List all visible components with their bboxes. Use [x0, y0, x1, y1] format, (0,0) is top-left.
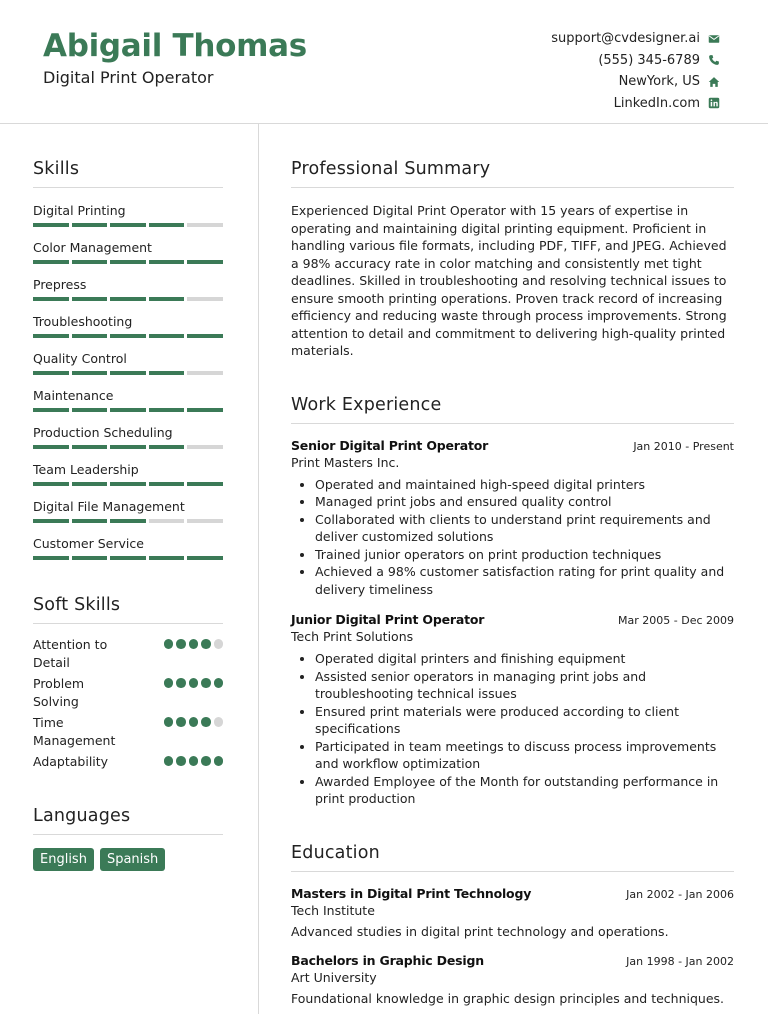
skill-level-segment	[72, 482, 108, 486]
soft-skills-list	[33, 636, 223, 771]
skill-item	[33, 500, 223, 523]
skill-level-segment	[33, 445, 69, 449]
skill-level-segment	[187, 408, 223, 412]
skill-level-segment	[110, 408, 146, 412]
job-dates: Jan 2010 - Present	[633, 439, 734, 453]
phone-icon	[707, 54, 720, 67]
skill-label: Digital Printing	[33, 203, 126, 218]
rating-dot	[201, 756, 211, 766]
skill-item	[33, 426, 223, 449]
skill-level-segment	[33, 223, 69, 227]
skill-level-segment	[149, 445, 185, 449]
education-dates: Jan 1998 - Jan 2002	[626, 954, 734, 968]
skill-item	[33, 389, 223, 412]
education-entry	[291, 953, 734, 1006]
skill-level-segment	[33, 297, 69, 301]
education-degree: Bachelors in Graphic Design	[291, 952, 484, 968]
job-bullet: • Operated and maintained high-speed digital printers	[315, 476, 734, 494]
skill-level-segment	[110, 334, 146, 338]
job-bullet: • Operated digital printers and finishing equipment	[315, 650, 734, 668]
skill-label: Prepress	[33, 277, 87, 292]
education-heading: Education	[291, 843, 734, 872]
rating-dot	[189, 678, 199, 688]
job-header	[291, 612, 734, 627]
education-list	[291, 886, 734, 1006]
education-description: Foundational knowledge in graphic design principles and techniques.	[291, 990, 725, 1006]
rating-dot	[176, 717, 186, 727]
experience-heading: Work Experience	[291, 395, 734, 424]
skill-item	[33, 463, 223, 486]
skill-level-segment	[187, 371, 223, 375]
rating-dot	[201, 678, 211, 688]
rating-dot	[176, 639, 186, 649]
job-title: Senior Digital Print Operator	[291, 437, 489, 453]
envelope-icon	[707, 32, 720, 45]
rating-dot	[189, 639, 199, 649]
skill-level-segment	[149, 260, 185, 264]
column-divider	[258, 124, 259, 1014]
skill-label: Quality Control	[33, 351, 127, 366]
candidate-title: Digital Print Operator	[43, 68, 214, 87]
education-dates: Jan 2002 - Jan 2006	[626, 887, 734, 901]
skill-label: Digital File Management	[33, 499, 185, 514]
education-school: Art University	[291, 969, 377, 985]
skill-level-segment	[72, 556, 108, 560]
soft-skill-label: Adaptability	[33, 754, 109, 769]
skill-item	[33, 537, 223, 560]
linkedin-icon	[707, 97, 720, 110]
rating-dot	[164, 678, 174, 688]
skill-level-segment	[187, 556, 223, 560]
soft-skill-label: Problem Solving	[33, 676, 85, 709]
skill-level-bar	[33, 519, 223, 523]
skill-level-segment	[187, 519, 223, 523]
soft-skill-item	[33, 714, 223, 749]
languages-list	[33, 848, 223, 871]
rating-dot	[164, 639, 174, 649]
skill-label: Team Leadership	[33, 462, 139, 477]
skill-level-bar	[33, 556, 223, 560]
rating-dot	[164, 756, 174, 766]
soft-skill-rating	[164, 675, 224, 688]
sidebar	[33, 124, 223, 871]
rating-dot	[214, 756, 224, 766]
soft-skill-item	[33, 753, 223, 771]
rating-dot	[214, 639, 224, 649]
skill-level-segment	[187, 482, 223, 486]
rating-dot	[189, 756, 199, 766]
skill-level-bar	[33, 371, 223, 375]
skill-level-segment	[149, 519, 185, 523]
skill-level-segment	[187, 260, 223, 264]
education-header	[291, 953, 734, 968]
skill-level-segment	[72, 260, 108, 264]
education-school: Tech Institute	[291, 902, 375, 918]
skill-level-bar	[33, 445, 223, 449]
job-bullet: • Managed print jobs and ensured quality control	[315, 493, 734, 511]
language-badge: English	[33, 848, 94, 871]
skill-item	[33, 278, 223, 301]
skill-label: Production Scheduling	[33, 425, 173, 440]
skill-level-segment	[149, 556, 185, 560]
job-bullets	[291, 650, 734, 808]
contact-email[interactable]	[551, 28, 720, 50]
soft-skill-item	[33, 636, 223, 671]
skill-level-bar	[33, 297, 223, 301]
skill-label: Troubleshooting	[33, 314, 133, 329]
soft-skill-label: Attention to Detail	[33, 637, 108, 670]
job-bullet: • Participated in team meetings to discuss process improvements and workflow optimization	[315, 738, 734, 773]
skill-level-segment	[149, 223, 185, 227]
contact-phone-text: (555) 345-6789	[598, 52, 700, 68]
skill-level-segment	[110, 297, 146, 301]
skill-label: Color Management	[33, 240, 152, 255]
job-title: Junior Digital Print Operator	[291, 612, 485, 627]
rating-dot	[201, 639, 211, 649]
skill-item	[33, 352, 223, 375]
home-icon	[707, 75, 720, 88]
education-description: Advanced studies in digital print technology and operations.	[291, 923, 669, 939]
summary-heading: Professional Summary	[291, 159, 734, 188]
rating-dot	[214, 717, 224, 727]
job-entry	[291, 612, 734, 808]
job-dates: Mar 2005 - Dec 2009	[618, 614, 734, 627]
job-bullet: • Ensured print materials were produced according to client specifications	[315, 703, 734, 738]
skill-level-segment	[72, 334, 108, 338]
skill-level-segment	[72, 371, 108, 375]
skill-level-segment	[149, 482, 185, 486]
rating-dot	[176, 756, 186, 766]
skills-heading: Skills	[33, 159, 223, 188]
skill-level-segment	[72, 223, 108, 227]
skill-level-segment	[33, 519, 69, 523]
rating-dot	[214, 678, 224, 688]
skill-level-segment	[110, 445, 146, 449]
skill-level-segment	[33, 371, 69, 375]
skill-item	[33, 315, 223, 338]
skill-level-segment	[187, 445, 223, 449]
education-header	[291, 886, 734, 901]
job-bullet: • Awarded Employee of the Month for outstanding performance in print production	[315, 773, 734, 808]
job-company: Tech Print Solutions	[291, 629, 414, 644]
soft-skill-rating	[164, 714, 224, 727]
skill-level-segment	[110, 519, 146, 523]
skill-level-segment	[187, 223, 223, 227]
soft-skill-label: Time Management	[33, 715, 116, 748]
skill-level-segment	[149, 408, 185, 412]
skill-level-segment	[110, 260, 146, 264]
job-bullet: • Trained junior operators on print production techniques	[315, 546, 734, 564]
skill-level-segment	[149, 334, 185, 338]
skill-level-segment	[33, 334, 69, 338]
skill-level-segment	[110, 371, 146, 375]
language-badge: Spanish	[100, 848, 165, 871]
contact-linkedin[interactable]	[551, 93, 720, 115]
skill-level-segment	[110, 223, 146, 227]
job-entry	[291, 438, 734, 599]
rating-dot	[189, 717, 199, 727]
soft-skill-rating	[164, 753, 224, 766]
skill-level-segment	[149, 371, 185, 375]
jobs-list	[291, 438, 734, 808]
rating-dot	[164, 717, 174, 727]
skill-level-segment	[33, 482, 69, 486]
rating-dot	[201, 717, 211, 727]
contact-linkedin-text: LinkedIn.com	[613, 95, 700, 111]
job-header	[291, 438, 734, 453]
summary-text: Experienced Digital Print Operator with 15 years of expertise in operating and maintaining digital printing equipment. Proficient in handling various file formats, including PDF, TIFF, and JPEG. Achieved a 98% accuracy rate in color matching and consistently met tight deadlines. Skilled in troubleshooting and resolving technical issues to ensure smooth printing operations. Proven track record of increasing efficiency and reducing waste through process improvements. Strong attention to detail and commitment to delivering high-quality printed materials.	[291, 203, 727, 358]
skill-item	[33, 241, 223, 264]
skill-level-segment	[72, 297, 108, 301]
job-company: Print Masters Inc.	[291, 454, 400, 470]
skill-item	[33, 204, 223, 227]
job-bullet: • Assisted senior operators in managing print jobs and troubleshooting technical issues	[315, 668, 734, 703]
skill-label: Maintenance	[33, 388, 114, 403]
main-content	[291, 124, 734, 1006]
skill-level-segment	[33, 260, 69, 264]
contact-location	[551, 71, 720, 93]
skill-level-segment	[72, 519, 108, 523]
skill-level-segment	[187, 334, 223, 338]
skill-level-bar	[33, 334, 223, 338]
skill-level-segment	[187, 297, 223, 301]
education-entry	[291, 886, 734, 939]
skill-level-segment	[110, 482, 146, 486]
contact-location-text: NewYork, US	[618, 74, 700, 90]
skill-level-segment	[72, 445, 108, 449]
skill-level-segment	[33, 408, 69, 412]
skill-level-segment	[72, 408, 108, 412]
resume-header	[0, 0, 768, 124]
education-degree: Masters in Digital Print Technology	[291, 885, 532, 901]
skill-label: Customer Service	[33, 536, 144, 551]
soft-skill-item	[33, 675, 223, 710]
skill-level-segment	[33, 556, 69, 560]
skill-level-bar	[33, 223, 223, 227]
job-bullet: • Achieved a 98% customer satisfaction rating for print quality and delivery timeliness	[315, 563, 734, 598]
job-bullets	[291, 476, 734, 599]
soft-skill-rating	[164, 636, 224, 649]
skill-level-bar	[33, 260, 223, 264]
skill-level-segment	[110, 556, 146, 560]
skill-level-bar	[33, 408, 223, 412]
skills-list	[33, 204, 223, 560]
contact-list	[551, 28, 720, 114]
skill-level-bar	[33, 482, 223, 486]
soft-skills-heading: Soft Skills	[33, 595, 223, 624]
job-bullet: • Collaborated with clients to understand print requirements and deliver customized solutions	[315, 511, 734, 546]
contact-email-text: support@cvdesigner.ai	[551, 31, 700, 47]
skill-level-segment	[149, 297, 185, 301]
candidate-name: Abigail Thomas	[43, 28, 307, 64]
contact-phone[interactable]	[551, 50, 720, 72]
rating-dot	[176, 678, 186, 688]
languages-heading: Languages	[33, 806, 223, 835]
